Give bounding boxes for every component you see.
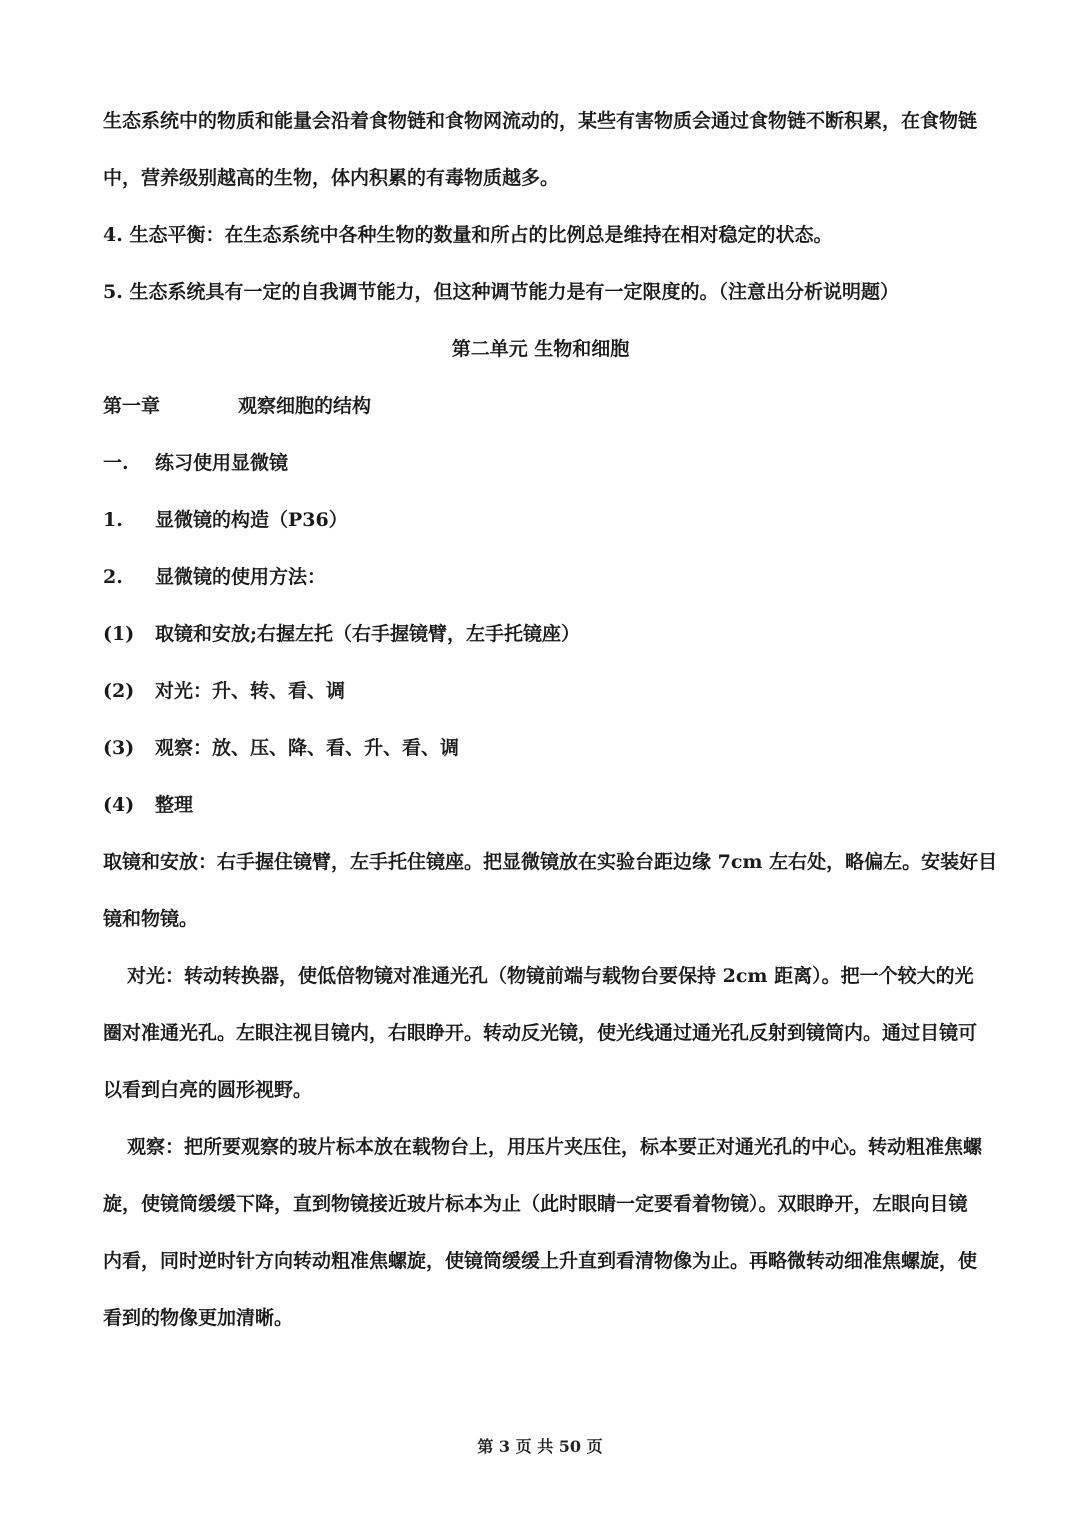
section-number: 一. — [103, 452, 129, 474]
list-item — [103, 606, 978, 663]
observe-paragraph-line-4: 看到的物像更加清晰。 — [103, 1307, 294, 1329]
light-paragraph-line-3: 以看到白亮的圆形视野。 — [103, 1079, 313, 1101]
list-item-text: 显微镜的使用方法： — [155, 566, 327, 588]
section-title: 练习使用显微镜 — [155, 452, 289, 474]
unit-title: 第二单元 生物和细胞 — [451, 338, 630, 360]
list-item-text: 对光：升、转、看、调 — [155, 680, 346, 702]
list-item-number: (4) — [103, 794, 135, 816]
observe-paragraph-line-3: 内看，同时逆时针方向转动粗准焦螺旋，使镜筒缓缓上升直到看清物像为止。再略微转动细准焦螺旋，使 — [103, 1250, 978, 1272]
top-paragraph-line-1: 生态系统中的物质和能量会沿着食物链和食物网流动的，某些有害物质会通过食物链不断积累，在食物链 — [103, 110, 978, 132]
chapter-title: 观察细胞的结构 — [238, 395, 372, 417]
list-item-number: (1) — [103, 623, 135, 645]
list-item — [103, 720, 978, 777]
list-item — [103, 663, 978, 720]
list-item-text: 整理 — [155, 794, 194, 816]
section-heading — [103, 435, 978, 492]
document-page — [103, 93, 998, 1347]
list-item — [103, 492, 978, 549]
point-4: 4. 生态平衡：在生态系统中各种生物的数量和所占的比例总是维持在相对稳定的状态。 — [103, 224, 833, 246]
list-item-text: 观察：放、压、降、看、升、看、调 — [155, 737, 460, 759]
light-paragraph-line-1: 对光：转动转换器，使低倍物镜对准通光孔（物镜前端与载物台要保持 2cm 距离）。把一个较大的光 — [127, 965, 974, 987]
list-item-number: (3) — [103, 737, 135, 759]
observe-paragraph-line-1: 观察：把所要观察的玻片标本放在载物台上，用压片夹压住，标本要正对通光孔的中心。转动粗准焦螺 — [127, 1136, 983, 1158]
list-item-text: 取镜和安放;右握左托（右手握镜臂，左手托镜座） — [155, 623, 581, 645]
point-5: 5. 生态系统具有一定的自我调节能力，但这种调节能力是有一定限度的。（注意出分析说明题） — [103, 281, 899, 303]
chapter-label: 第一章 — [103, 395, 161, 417]
chapter-heading — [103, 378, 978, 435]
list-item — [103, 549, 978, 606]
light-paragraph-line-2: 圈对准通光孔。左眼注视目镜内，右眼睁开。转动反光镜，使光线通过通光孔反射到镜筒内。通过目镜可 — [103, 1022, 978, 1044]
list-item-number: 1. — [103, 509, 123, 531]
take-paragraph-line-2: 镜和物镜。 — [103, 908, 199, 930]
list-item — [103, 777, 978, 834]
list-item-text: 显微镜的构造（P36） — [155, 509, 348, 531]
take-paragraph-line-1: 取镜和安放：右手握住镜臂，左手托住镜座。把显微镜放在实验台距边缘 7cm 左右处，略偏左。安装好目 — [103, 851, 998, 873]
observe-paragraph-line-2: 旋，使镜筒缓缓下降，直到物镜接近玻片标本为止（此时眼睛一定要看着物镜）。双眼睁开，左眼向目镜 — [103, 1193, 968, 1215]
page-number-footer: 第 3 页 共 50 页 — [477, 1437, 603, 1456]
list-item-number: (2) — [103, 680, 135, 702]
top-paragraph-line-2: 中，营养级别越高的生物，体内积累的有毒物质越多。 — [103, 167, 560, 189]
list-item-number: 2. — [103, 566, 123, 588]
